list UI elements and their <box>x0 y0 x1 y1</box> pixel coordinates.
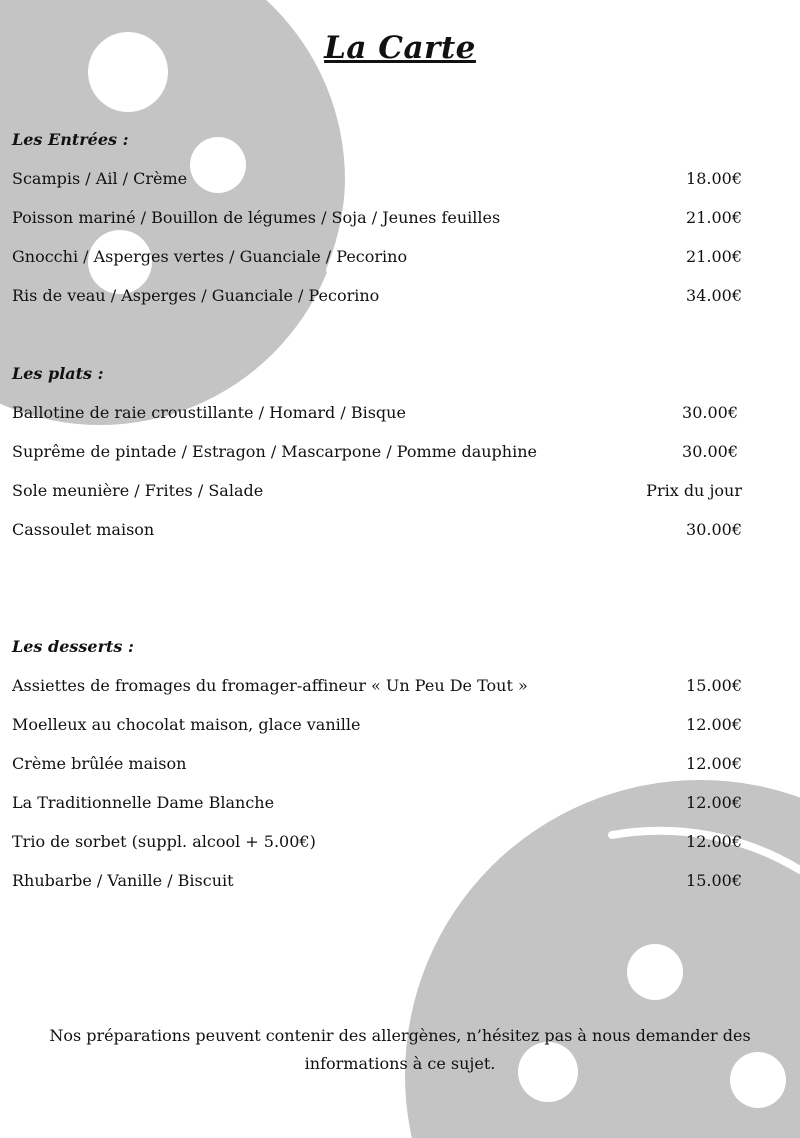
dish-price: 30.00€ <box>686 520 742 539</box>
dish-price: Prix du jour <box>646 481 742 500</box>
list-item <box>12 481 742 520</box>
dish-name: Assiettes de fromages du fromager-affineur « Un Peu De Tout » <box>12 676 528 695</box>
dish-name: Suprême de pintade / Estragon / Mascarpone / Pomme dauphine <box>12 442 537 461</box>
dish-name: Poisson mariné / Bouillon de légumes / Soja / Jeunes feuilles <box>12 208 501 227</box>
list-item <box>12 676 742 715</box>
dish-name: Ballotine de raie croustillante / Homard / Bisque <box>12 403 406 422</box>
dish-name: Gnocchi / Asperges vertes / Guanciale / Pecorino <box>12 247 408 266</box>
dish-name: Cassoulet maison <box>12 520 155 539</box>
allergen-notice-line: Nos préparations peuvent contenir des allergènes, n’hésitez pas à nous demander des <box>49 1026 751 1045</box>
list-item <box>12 520 742 559</box>
dish-name: Trio de sorbet (suppl. alcool + 5.00€) <box>12 832 316 851</box>
list-item <box>12 442 742 481</box>
dish-price: 15.00€ <box>686 871 742 890</box>
list-item <box>12 871 742 910</box>
dish-price: 21.00€ <box>686 247 742 266</box>
section-entrees <box>12 130 742 325</box>
dish-price: 30.00€ <box>682 403 738 422</box>
section-desserts <box>12 637 742 910</box>
dish-price: 21.00€ <box>686 208 742 227</box>
dish-price: 12.00€ <box>686 754 742 773</box>
list-item <box>12 832 742 871</box>
dish-price: 34.00€ <box>686 286 742 305</box>
dish-price: 12.00€ <box>686 715 742 734</box>
dish-name: Scampis / Ail / Crème <box>12 169 188 188</box>
section-heading: Les desserts : <box>12 637 134 656</box>
list-item <box>12 754 742 793</box>
dish-price: 12.00€ <box>686 793 742 812</box>
dish-price: 30.00€ <box>682 442 738 461</box>
dish-price: 12.00€ <box>686 832 742 851</box>
dish-name: La Traditionnelle Dame Blanche <box>12 793 275 812</box>
dish-name: Rhubarbe / Vanille / Biscuit <box>12 871 234 890</box>
list-item <box>12 403 742 442</box>
allergen-notice-line: informations à ce sujet. <box>304 1054 496 1073</box>
section-heading: Les plats : <box>12 364 104 383</box>
list-item <box>12 715 742 754</box>
dish-name: Ris de veau / Asperges / Guanciale / Pecorino <box>12 286 380 305</box>
list-item <box>12 793 742 832</box>
dish-name: Crème brûlée maison <box>12 754 187 773</box>
list-item <box>12 208 742 247</box>
section-plats <box>12 364 742 559</box>
page-title: La Carte <box>324 30 476 66</box>
dish-name: Moelleux au chocolat maison, glace vanille <box>12 715 361 734</box>
allergen-notice <box>20 1022 780 1078</box>
dish-name: Sole meunière / Frites / Salade <box>12 481 264 500</box>
list-item <box>12 286 742 325</box>
section-heading: Les Entrées : <box>12 130 129 149</box>
list-item <box>12 169 742 208</box>
dish-price: 18.00€ <box>686 169 742 188</box>
dish-price: 15.00€ <box>686 676 742 695</box>
list-item <box>12 247 742 286</box>
